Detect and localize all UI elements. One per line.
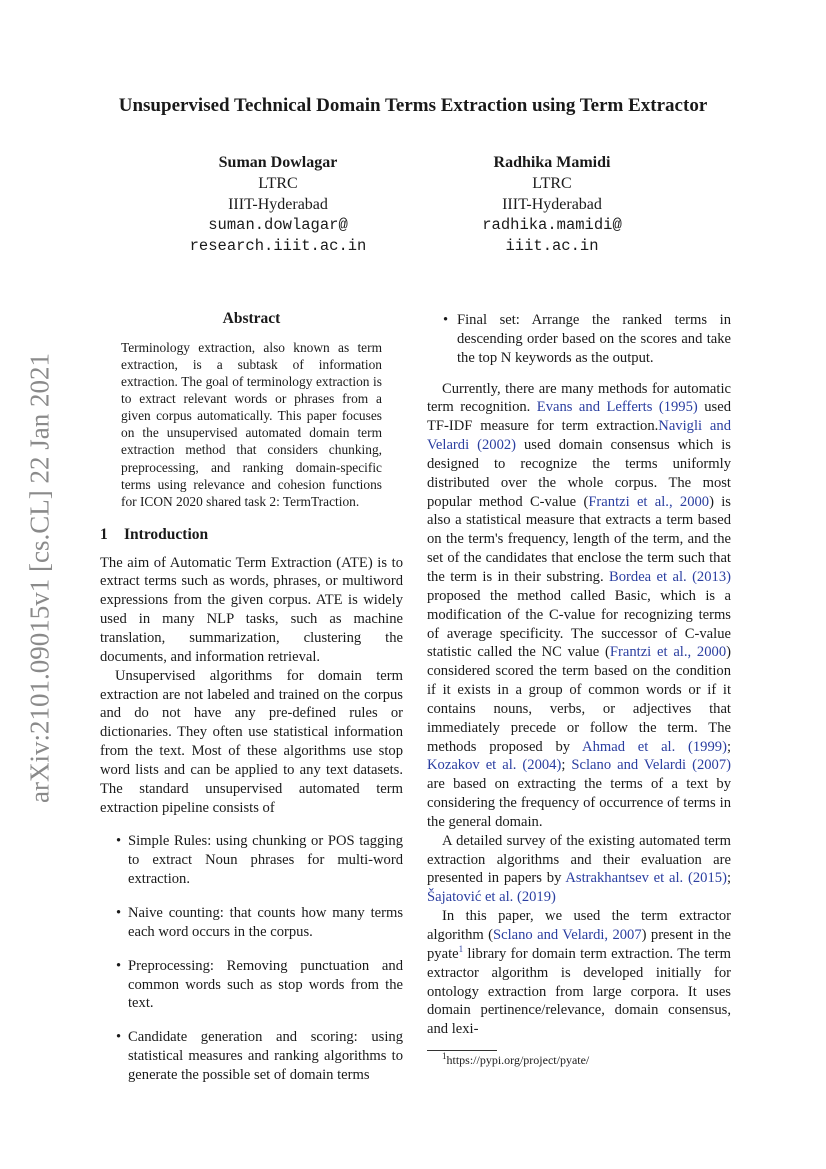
pipeline-bullet-list [100,832,403,1084]
author-email-line2: iiit.ac.in [505,237,599,255]
author-institution: IIIT-Hyderabad [502,196,602,213]
text-run: library for domain term extraction. The term extractor algorithm is developed initially for ontology extraction from large corpora. It uses domain pertinence/relevance, domain consensus, and lexi- [427,945,731,1038]
arxiv-stamp [18,0,58,1169]
citation-link[interactable]: Kozakov et al. (2004) [427,757,562,774]
pipeline-bullet-list-continued [427,311,731,368]
left-column [100,306,403,1085]
author-institution: IIIT-Hyderabad [228,196,328,213]
citation-link[interactable]: Frantzi et al., 2000 [609,644,727,661]
text-run: used TF-IDF measure for term extraction. [427,399,731,435]
abstract-heading: Abstract [222,310,281,327]
footnote-url[interactable]: https://pypi.org/project/pyate/ [446,1053,590,1068]
citation-link[interactable]: Sclano and Velardi (2007) [571,757,731,774]
author-email-line1: radhika.mamidi@ [482,216,622,234]
author-block-1 [158,152,398,257]
text-run: ) is also a statistical measure that extracts a term based on the term's frequency, length of the term, and the set of the candidates that enclose the term such that the term is in their substring. [427,493,731,585]
citation-link[interactable]: Sclano and Velardi, 2007 [493,927,642,943]
right-column [427,306,731,1068]
text-run: ; [726,870,731,887]
text-run: proposed the method called Basic, which is a modification of the C-value for recognizing terms of average specificity. The successor of C-value statistic called the NC value ( [427,587,731,661]
citation-link[interactable]: Ahmad et al. (1999) [582,738,727,755]
footnote [427,1053,731,1068]
citation-link[interactable]: Frantzi et al., 2000 [588,493,710,510]
text-run: A detailed survey of the existing automated term extraction algorithms and their evaluation are presented in papers by [427,832,731,887]
citation-link[interactable]: Bordea et al. (2013) [609,568,731,585]
related-work-paragraph [427,380,731,832]
text-run: Currently, there are many methods for automatic term recognition. [427,380,731,416]
text-run: In this paper, we used the term extractor algorithm ( [427,908,731,943]
paper-title: Unsupervised Technical Domain Terms Extraction using Term Extractor [118,95,708,116]
author-block-2 [432,152,672,257]
arxiv-id: arXiv:2101.09015v1 [cs.CL] 22 Jan 2021 [24,353,55,803]
bullet-item: • Preprocessing: Removing punctuation and common words such as stop words from the text. [100,957,403,1014]
text-run: ) considered scored the term based on the condition if it exists in a group of common words or if it contains nouns, verbs, or adjectives that immediately precede or follow the term. The methods proposed by [427,644,731,755]
abstract-text: Terminology extraction, also known as term extraction, is a subtask of information extraction. The goal of terminology extraction is to extract relevant words or phrases from a given corpus automatically. This paper focuses on the unsupervised automated domain term extraction method that considers chunking, preprocessing, and ranking domain-specific terms using relevance and cohesion functions for ICON 2020 shared task 2: TermTraction. [121,339,382,509]
author-email-line1: suman.dowlagar@ [208,216,348,234]
author-org: LTRC [532,175,572,192]
author-name: Radhika Mamidi [493,154,611,171]
author-name: Suman Dowlagar [218,154,338,171]
author-email-line2: research.iiit.ac.in [189,237,367,255]
text-run: ) present in the pyate [427,927,731,962]
survey-paragraph [427,832,731,907]
footnote-divider [427,1050,497,1051]
bullet-item: • Naive counting: that counts how many terms each word occurs in the corpus. [100,904,403,942]
citation-link[interactable]: Evans and Lefferts (1995) [536,399,698,416]
method-paragraph [427,907,731,1039]
bullet-item: • Candidate generation and scoring: using statistical measures and ranking algorithms to generate the possible set of domain terms [100,1028,403,1085]
citation-link[interactable]: Navigli and Velardi (2002) [427,418,731,454]
text-run: used domain consensus which is designed to recognize the terms uniformly distributed over the whole corpus. The most popular method C-value ( [427,437,731,510]
footnote-marker[interactable]: 1 [458,943,464,954]
bullet-item: • Final set: Arrange the ranked terms in descending order based on the scores and take the top N keywords as the output. [427,311,731,368]
text-run: ; [561,757,572,774]
intro-paragraph-2: Unsupervised algorithms for domain term extraction are not labeled and trained on the corpus and do not have any pre-defined rules or dictionaries. They often use statistical information from the text. Most of these algorithms use stop word lists and can be applied to any text datasets. The standard unsupervised automated term extraction pipeline consists of [100,667,403,816]
bullet-item: • Simple Rules: using chunking or POS tagging to extract Noun phrases for multi-word extraction. [100,832,403,889]
intro-paragraph-1: The aim of Automatic Term Extraction (ATE) is to extract terms such as words, phrases, or multiword expressions from the given corpus. ATE is widely used in many NLP tasks, such as machine translation, summarization, clustering the documents, and information retrieval. [100,554,403,665]
section-number: 1 [100,525,108,543]
citation-link[interactable]: Šajatović et al. (2019) [427,889,556,906]
footnote-number: 1 [442,1051,447,1062]
citation-link[interactable]: Astrakhantsev et al. (2015) [565,870,727,887]
author-org: LTRC [258,175,298,192]
text-run: are based on extracting the terms of a text by considering the frequency of occurrence of terms in the general domain. [427,776,731,830]
text-run: ; [726,738,731,755]
section-heading-introduction [100,526,403,545]
section-title: Introduction [124,525,209,543]
